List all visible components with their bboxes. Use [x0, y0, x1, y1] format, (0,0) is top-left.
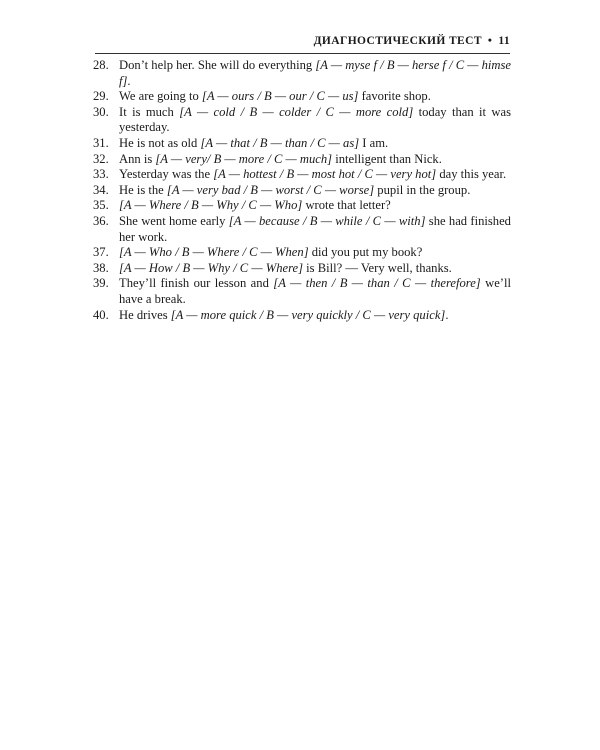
header-separator: • [487, 35, 493, 47]
question-number: 34. [93, 182, 109, 197]
question-options: [A — more quick / B — very quickly / C — very quick] [170, 307, 446, 322]
question-number: 40. [93, 307, 109, 322]
question-text-before: She went home early [119, 213, 229, 228]
question-options: [A — very bad / B — worst / C — worse] [166, 182, 375, 197]
question-number: 36. [93, 213, 109, 228]
question-text-before: We are going to [119, 89, 202, 104]
header-rule [95, 53, 510, 54]
question-options: [A — that / B — than / C — as] [200, 135, 360, 150]
question-text-after: we’ll have a break. [119, 276, 511, 306]
question-number: 29. [93, 89, 109, 104]
question-text-after: day this year. [436, 167, 507, 182]
question-text-after: intelligent than Nick. [332, 151, 442, 166]
question-item [93, 245, 511, 261]
question-item [93, 136, 511, 152]
question-text-before: Yesterday was the [119, 167, 214, 182]
question-text-after: pupil in the group. [374, 182, 471, 197]
question-item [93, 183, 511, 199]
question-text-before: He is the [119, 182, 167, 197]
question-number: 33. [93, 167, 109, 182]
question-item [93, 152, 511, 168]
question-text [119, 58, 511, 89]
question-options: [A — How / B — Why / C — Where] [119, 260, 304, 275]
page-number: 11 [498, 35, 510, 47]
question-text [119, 308, 511, 324]
question-item [93, 167, 511, 183]
question-number: 35. [93, 198, 109, 213]
question-text-before: They’ll finish our lesson and [119, 276, 274, 291]
question-list [93, 58, 511, 323]
question-options: [A — because / B — while / C — with] [228, 213, 426, 228]
question-item [93, 105, 511, 136]
question-text-after: today than it was yesterday. [119, 104, 511, 135]
question-text [119, 105, 511, 136]
question-text [119, 152, 511, 168]
header-title: ДИАГНОСТИЧЕСКИЙ ТЕСТ [313, 35, 482, 47]
question-text-after: I am. [359, 135, 389, 150]
question-text-before: Ann is [119, 151, 156, 166]
question-number: 39. [93, 276, 109, 291]
question-text-after: is Bill? — Very well, thanks. [303, 260, 452, 275]
question-text-after: did you put my book? [308, 245, 423, 260]
question-text-after: . [127, 73, 131, 88]
question-number: 32. [93, 151, 109, 166]
question-text-after: she had finished her work. [119, 213, 511, 244]
question-text-before: He drives [119, 307, 171, 322]
question-item [93, 308, 511, 324]
question-text-after: . [445, 307, 449, 322]
question-text [119, 214, 511, 245]
question-text [119, 167, 511, 183]
question-text [119, 89, 511, 105]
question-number: 28. [93, 58, 109, 72]
question-text [119, 183, 511, 199]
question-options: [A — cold / B — colder / C — more cold] [179, 104, 414, 119]
question-item [93, 214, 511, 245]
question-text [119, 245, 511, 261]
question-item [93, 58, 511, 89]
question-item [93, 261, 511, 277]
question-number: 37. [93, 245, 109, 260]
question-text-before: Don’t help her. She will do everything [119, 58, 316, 72]
question-item [93, 89, 511, 105]
question-text [119, 136, 511, 152]
question-item [93, 276, 511, 307]
question-options: [A — very/ B — more / C — much] [155, 151, 333, 166]
question-item [93, 198, 511, 214]
question-text-after: favorite shop. [358, 89, 431, 104]
question-options: [A — myse f / B — herse f / C — himse f] [119, 58, 512, 88]
question-number: 31. [93, 135, 109, 150]
question-text-before: It is much [119, 104, 180, 119]
question-text [119, 276, 511, 307]
question-text [119, 198, 511, 214]
question-text-before: He is not as old [119, 135, 201, 150]
question-number: 38. [93, 260, 109, 275]
question-number: 30. [93, 104, 109, 119]
question-text-after: wrote that letter? [302, 198, 391, 213]
running-header [95, 35, 510, 53]
question-text [119, 261, 511, 277]
question-options: [A — then / B — than / C — therefore] [273, 276, 481, 291]
question-options: [A — hottest / B — most hot / C — very hot] [213, 167, 437, 182]
question-options: [A — ours / B — our / C — us] [201, 89, 359, 104]
question-options: [A — Who / B — Where / C — When] [119, 245, 309, 260]
question-options: [A — Where / B — Why / C — Who] [119, 198, 303, 213]
